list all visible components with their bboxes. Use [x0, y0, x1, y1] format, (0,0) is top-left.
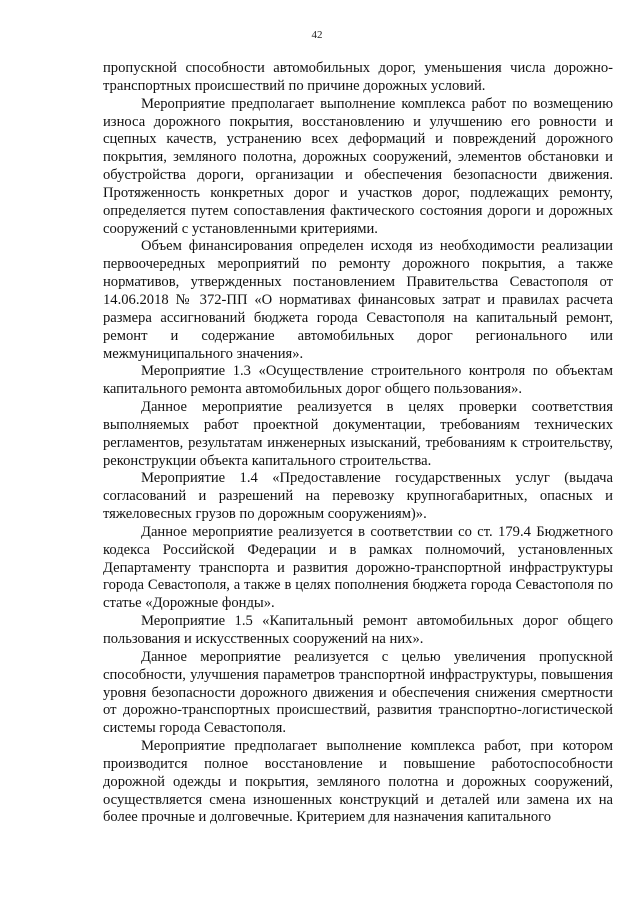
paragraph-continuation: пропускной способности автомобильных дорог, уменьшения числа дорожно-транспортных происшествий по причине дорожных условий.	[103, 60, 613, 94]
paragraph-measure-1-5: Мероприятие 1.5 «Капитальный ремонт автомобильных дорог общего пользования и искусственных сооружений на них».	[103, 613, 613, 647]
paragraph-repair-works: Мероприятие предполагает выполнение комплекса работ по возмещению износа дорожного покрытия, восстановлению и улучшению его ровности и сцепных качеств, устранению всех деформаций и повреждений дорожного покрытия, земляного полотна, дорожных сооружений, элементов обстановки и обустройства дороги, организации и обеспечения безопасности движения. Протяженность конкретных дорог и участков дорог, подлежащих ремонту, определяется путем сопоставления фактического состояния дороги и дорожных сооружений с установленными критериями.	[103, 95, 613, 237]
paragraph-budget-code: Данное мероприятие реализуется в соответствии со ст. 179.4 Бюджетного кодекса Российской Федерации и в рамках полномочий, установленных Департаменту транспорта и развития дорожно-транспортной инфраструктуры города Севастополя, а также в целях пополнения бюджета города Севастополя по статье «Дорожные фонды».	[103, 523, 613, 612]
paragraph-measure-1-3: Мероприятие 1.3 «Осуществление строительного контроля по объектам капитального ремонта автомобильных дорог общего пользования».	[103, 363, 613, 398]
paragraph-capital-repair-works: Мероприятие предполагает выполнение комплекса работ, при котором производится полное восстановление и повышение работоспособности дорожной одежды и покрытия, земляного полотна и дорожных сооружений, осуществляется смена изношенных конструкций и деталей или замена их на более прочные и долговечные. Критерием для назначения капитального	[103, 738, 613, 826]
paragraph-financing: Объем финансирования определен исходя из необходимости реализации первоочередных мероприятий по ремонту дорожного покрытия, а также нормативов, утвержденных постановлением Правительства Севастополя от 14.06.2018 № 372-ПП «О нормативах финансовых затрат и правилах расчета размера ассигнований бюджета города Севастополя на капитальный ремонт, ремонт и содержание автомобильных дорог регионального или межмуниципального значения».	[103, 238, 613, 362]
page-number: 42	[311, 29, 323, 41]
paragraph-capacity-goals: Данное мероприятие реализуется с целью увеличения пропускной способности, улучшения параметров транспортной инфраструктуры, повышения уровня безопасности дорожного движения и обеспечения снижения смертности от дорожно-транспортных происшествий, развития транспортно-логистической системы города Севастополя.	[103, 648, 613, 737]
document-body	[103, 60, 613, 827]
paragraph-measure-1-4: Мероприятие 1.4 «Предоставление государственных услуг (выдача согласований и разрешений на перевозку крупногабаритных, опасных и тяжеловесных грузов по дорожным сооружениям)».	[103, 470, 613, 523]
paragraph-construction-control: Данное мероприятие реализуется в целях проверки соответствия выполняемых работ проектной документации, требованиям технических регламентов, результатам инженерных изысканий, требованиям к строительству, реконструкции объекта капитального строительства.	[103, 399, 613, 469]
